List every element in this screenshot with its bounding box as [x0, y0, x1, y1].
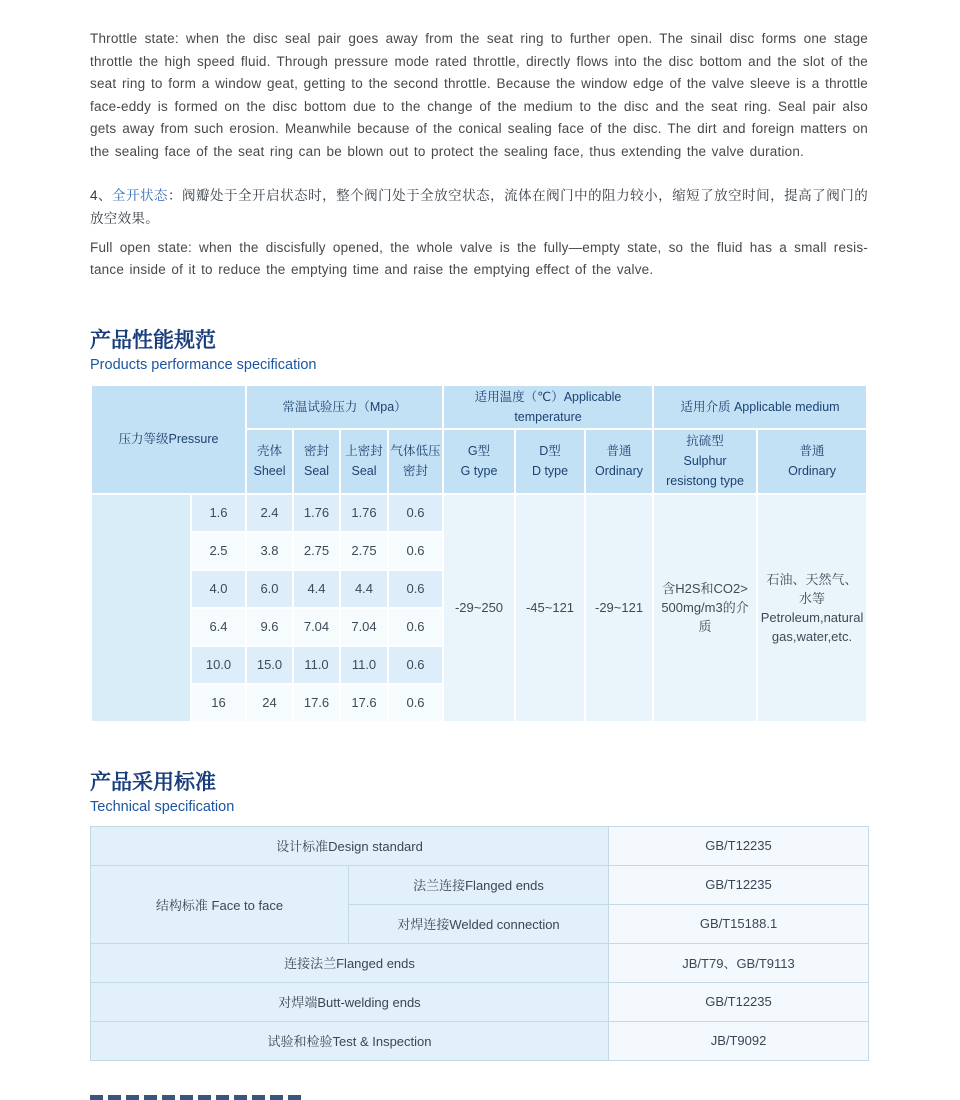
header-upper-seal: [341, 430, 387, 493]
header-ordinary2-cn: 普通: [799, 444, 825, 459]
header-row-1: [92, 386, 866, 428]
cell-upper-seal: 2.75: [341, 533, 387, 569]
header-ordinary-en: Ordinary: [595, 464, 643, 479]
connecting-flange-value: JB/T79、GB/T9113: [609, 943, 869, 982]
cell-gas-seal: 0.6: [389, 533, 442, 569]
cell-seal: 7.04: [294, 609, 339, 645]
header-gas-seal-line1: 气体低压: [390, 444, 441, 459]
cell-shell: 6.0: [247, 571, 292, 607]
cell-gas-seal: 0.6: [389, 571, 442, 607]
table-row: [91, 826, 869, 865]
header-ordinary2-en: Ordinary: [788, 464, 836, 479]
test-inspection-label: 试验和检验Test & Inspection: [91, 1021, 609, 1060]
cell-gas-seal: 0.6: [389, 685, 442, 721]
header-applicable-temperature: [444, 386, 652, 428]
medium-ordinary-line2: 水等: [799, 590, 826, 606]
full-open-state-paragraph-en: Full open state: when the discisfully opened, the whole valve is the fully—empty state, so the fluid has a small resis-tance inside of it to reduce the emptying time and raise the emptying effect of the valve.: [90, 239, 868, 278]
cell-upper-seal: 11.0: [341, 647, 387, 683]
medium-ordinary-line4: gas,water,etc.: [771, 628, 853, 644]
section-title-cn: 产品性能规范: [90, 328, 216, 352]
table-row: [91, 943, 869, 982]
medium-sulphur-line2: 500mg/m3的介质: [661, 600, 749, 635]
full-open-state-term: 全开状态: [112, 187, 169, 203]
temp-d-type: -45~121: [516, 495, 584, 721]
header-upper-seal-en: Seal: [351, 464, 377, 479]
cell-gas-seal: 0.6: [389, 495, 442, 531]
header-sulphur-line1: 抗硫型: [686, 434, 724, 449]
test-inspection-value: JB/T9092: [609, 1021, 869, 1060]
medium-sulphur-line1: 含H2S和CO2>: [662, 581, 748, 597]
header-test-pressure: 常温试验压力（Mpa）: [247, 386, 442, 428]
cell-shell: 3.8: [247, 533, 292, 569]
cell-upper-seal: 17.6: [341, 685, 387, 721]
cell-seal: 2.75: [294, 533, 339, 569]
cell-seal: 4.4: [294, 571, 339, 607]
list-number: 4、: [90, 187, 113, 203]
cell-shell: 24: [247, 685, 292, 721]
cell-shell: 15.0: [247, 647, 292, 683]
cell-pn: 1.6: [192, 495, 245, 531]
header-ordinary-temp: [586, 430, 652, 493]
header-g-type: [444, 430, 514, 493]
header-shell: [247, 430, 292, 493]
header-d-type: [516, 430, 584, 493]
cutoff-bottom-text-fragment: [90, 1095, 304, 1100]
full-open-state-paragraph-cn: [90, 184, 868, 230]
cell-pn: 2.5: [192, 533, 245, 569]
header-upper-seal-cn: 上密封: [345, 444, 383, 459]
welded-connection-label: 对焊连接Welded connection: [349, 904, 609, 943]
design-standard-label: 设计标准Design standard: [91, 826, 609, 865]
header-applicable-medium: 适用介质 Applicable medium: [654, 386, 866, 428]
section-title-cn: 产品采用标准: [90, 770, 216, 794]
cell-seal: 17.6: [294, 685, 339, 721]
header-temp-line2: temperature: [514, 409, 582, 424]
temp-ordinary: -29~121: [586, 495, 652, 721]
header-pressure-class: 压力等级Pressure: [92, 386, 245, 493]
cell-upper-seal: 4.4: [341, 571, 387, 607]
header-temp-line1: 适用温度（℃）Applicable: [474, 389, 622, 404]
section-title-en: Products performance specification: [90, 356, 317, 373]
welded-connection-value: GB/T15188.1: [609, 904, 869, 943]
cell-seal: 1.76: [294, 495, 339, 531]
face-to-face-label: 结构标准 Face to face: [91, 865, 349, 943]
header-seal-cn: 密封: [303, 444, 329, 459]
header-seal-en: Seal: [303, 464, 330, 479]
cell-shell: 9.6: [247, 609, 292, 645]
table-row: [92, 495, 866, 531]
cell-upper-seal: 7.04: [341, 609, 387, 645]
medium-sulphur: [654, 495, 756, 721]
header-shell-cn: 壳体: [256, 444, 282, 459]
header-g-type-cn: G型: [467, 444, 491, 459]
header-sulphur-line2: Sulphur: [683, 454, 727, 469]
medium-ordinary-line3: Petroleum,natural: [760, 609, 864, 625]
section-technical-spec: [90, 770, 868, 1061]
medium-ordinary: [758, 495, 866, 721]
technical-spec-table: [90, 826, 869, 1061]
connecting-flange-label: 连接法兰Flanged ends: [91, 943, 609, 982]
medium-ordinary-line1: 石油、天然气、: [766, 571, 858, 587]
header-g-type-en: G type: [460, 464, 498, 479]
cell-seal: 11.0: [294, 647, 339, 683]
header-ordinary-cn: 普通: [606, 444, 632, 459]
header-shell-en: Sheel: [253, 464, 286, 479]
cell-pn: 4.0: [192, 571, 245, 607]
performance-spec-table: [90, 384, 868, 723]
header-sulphur-resisting: [654, 430, 756, 493]
header-sulphur-line3: resistong type: [666, 474, 744, 489]
nominal-pressure-label: [92, 495, 190, 721]
section-performance-spec: [90, 328, 868, 723]
header-d-type-en: D type: [531, 464, 569, 479]
section-title-en: Technical specification: [90, 798, 235, 815]
header-gas-low-pressure-seal: [389, 430, 442, 493]
full-open-state-body: 阀瓣处于全开启状态时，整个阀门处于全放空状态，流体在阀门中的阻力较小，缩短了放空时间，提高了阀门的放空效果。: [90, 187, 868, 226]
header-ordinary-medium: [758, 430, 866, 493]
flanged-ends-value: GB/T12235: [609, 865, 869, 904]
cell-shell: 2.4: [247, 495, 292, 531]
header-d-type-cn: D型: [539, 444, 561, 459]
cell-upper-seal: 1.76: [341, 495, 387, 531]
butt-welding-ends-value: GB/T12235: [609, 982, 869, 1021]
flanged-ends-label: 法兰连接Flanged ends: [349, 865, 609, 904]
header-seal: [294, 430, 339, 493]
cell-pn: 10.0: [192, 647, 245, 683]
header-gas-seal-line2: 密封: [403, 464, 429, 479]
cell-gas-seal: 0.6: [389, 647, 442, 683]
cell-pn: 16: [192, 685, 245, 721]
colon: ：: [168, 187, 183, 203]
temp-g-type: -29~250: [444, 495, 514, 721]
table-row: [91, 1021, 869, 1060]
butt-welding-ends-label: 对焊端Butt-welding ends: [91, 982, 609, 1021]
table-row: [91, 865, 869, 904]
cell-pn: 6.4: [192, 609, 245, 645]
throttle-state-paragraph: Throttle state: when the disc seal pair goes away from the seat ring to further open. The sinail disc forms one stage throttle the high speed fluid. Through pressure mode rated throttle, directly flows into the disc bottom and the slot of the seat ring to form a window geat, getting to the second throttle. Because the window edge of the valve sleeve is a throttle face-eddy is formed on the disc bottom due to the change of the medium to the disc and the seat ring. Seal pair also gets away from such erosion. Meanwhile because of the conical sealing face of the disc. The dirt and foreign matters on the sealing face of the seat ring can be blown out to protect the sealing face, thus extending the valve duration.: [90, 31, 868, 159]
design-standard-value: GB/T12235: [609, 826, 869, 865]
cell-gas-seal: 0.6: [389, 609, 442, 645]
table-row: [91, 982, 869, 1021]
